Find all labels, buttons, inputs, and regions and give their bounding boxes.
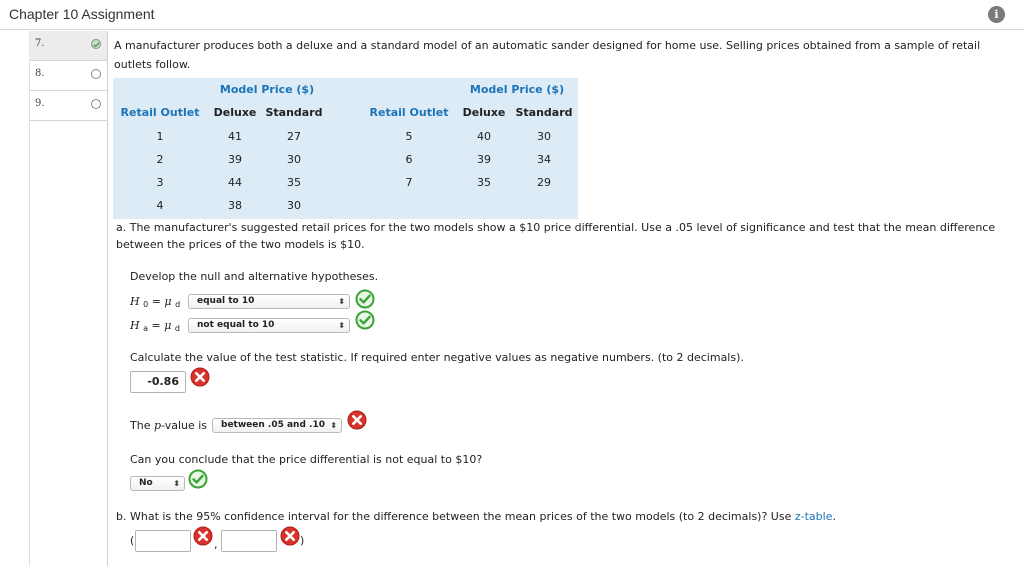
col-deluxe-right: Deluxe: [462, 106, 506, 119]
ci-lower-input[interactable]: [135, 530, 191, 552]
question-intro: A manufacturer produces both a deluxe and a standard model of an automatic sander designed for home use. Selling prices obtained from a sample of retail outlets follow.: [114, 39, 981, 71]
select-arrow-icon: ⬍: [338, 297, 345, 306]
table-cell: 2: [156, 153, 164, 166]
conclusion-select[interactable]: [130, 476, 185, 491]
col-standard-right: Standard: [515, 106, 573, 119]
table-cell: 35: [477, 176, 491, 189]
ha-label: [130, 319, 180, 333]
select-arrow-icon: ⬍: [338, 321, 345, 330]
nav-divider: [107, 31, 108, 566]
incorrect-x-icon: [280, 526, 300, 546]
table-cell: 30: [287, 153, 301, 166]
question-number: 8.: [35, 68, 45, 79]
question-nav-item-8[interactable]: [29, 61, 107, 91]
ci-close-paren: ): [300, 534, 305, 547]
h0-select[interactable]: [188, 294, 350, 309]
conclusion-selected-value: No: [139, 478, 153, 488]
group-header-right: Model Price ($): [469, 83, 565, 96]
incorrect-x-icon: [347, 410, 367, 430]
col-outlet-left: Retail Outlet: [120, 106, 200, 119]
conclusion-prompt: Can you conclude that the price differential is not equal to $10?: [130, 453, 483, 466]
unanswered-status-icon: [91, 99, 101, 109]
col-deluxe-left: Deluxe: [213, 106, 257, 119]
ha-subscript: a: [143, 324, 148, 333]
pvalue-label: [130, 419, 207, 432]
table-cell: 5: [405, 130, 413, 143]
table-cell: 6: [405, 153, 413, 166]
question-nav-item-7[interactable]: [29, 31, 107, 61]
z-table-link[interactable]: z-table: [794, 510, 833, 523]
col-outlet-right: Retail Outlet: [369, 106, 449, 119]
question-nav: [29, 31, 107, 121]
table-cell: 39: [228, 153, 242, 166]
pvalue-prefix: The: [130, 419, 154, 432]
table-cell: 30: [537, 130, 551, 143]
table-cell: 4: [156, 199, 164, 212]
ci-open-paren: (: [130, 534, 135, 547]
ha-mu: μ: [164, 319, 172, 332]
table-cell: 40: [477, 130, 491, 143]
unanswered-status-icon: [91, 69, 101, 79]
correct-check-icon: [355, 310, 375, 330]
correct-check-icon: [355, 289, 375, 309]
ha-select[interactable]: [188, 318, 350, 333]
test-statistic-input[interactable]: -0.86: [130, 371, 186, 393]
table-cell: 30: [287, 199, 301, 212]
question-nav-item-9[interactable]: [29, 91, 107, 121]
h0-selected-value: equal to 10: [197, 296, 255, 306]
pvalue-selected-value: between .05 and .10: [221, 420, 325, 430]
h0-symbol: H: [130, 295, 140, 308]
ha-d: d: [174, 324, 180, 333]
group-header-left: Model Price ($): [219, 83, 315, 96]
table-cell: 7: [405, 176, 413, 189]
h0-mu: μ: [164, 295, 172, 308]
h0-equals: =: [151, 295, 161, 308]
assignment-header: [0, 0, 1024, 30]
price-data-table: [113, 78, 578, 219]
ci-comma: ,: [214, 538, 218, 551]
select-arrow-icon: ⬍: [330, 421, 337, 430]
table-cell: 38: [228, 199, 242, 212]
part-b-question: b. What is the 95% confidence interval for the difference between the mean prices of the two models (to 2 decimals)? Use: [116, 510, 795, 523]
table-cell: 41: [228, 130, 242, 143]
table-cell: 1: [156, 130, 164, 143]
ha-equals: =: [151, 319, 161, 332]
ha-symbol: H: [130, 319, 140, 332]
part-b-text: [116, 510, 836, 523]
table-cell: 3: [156, 176, 164, 189]
incorrect-x-icon: [193, 526, 213, 546]
pvalue-select[interactable]: [212, 418, 342, 433]
part-b-period: .: [832, 510, 836, 523]
info-icon[interactable]: i: [988, 6, 1005, 23]
assignment-title: Chapter 10 Assignment: [9, 6, 155, 22]
question-number: 7.: [35, 38, 45, 49]
table-cell: 39: [477, 153, 491, 166]
table-cell: 29: [537, 176, 551, 189]
select-arrow-icon: ⬍: [173, 479, 180, 488]
pvalue-p: p: [153, 419, 162, 432]
h0-d: d: [175, 300, 181, 309]
ha-selected-value: not equal to 10: [197, 320, 275, 330]
question-number: 9.: [35, 98, 45, 109]
pvalue-suffix: -value is: [161, 419, 208, 432]
incorrect-x-icon: [190, 367, 210, 387]
hypotheses-prompt: Develop the null and alternative hypotheses.: [130, 270, 379, 283]
table-cell: 27: [287, 130, 301, 143]
answered-status-icon: [91, 39, 101, 49]
test-statistic-prompt: Calculate the value of the test statistic. If required enter negative values as negative numbers. (to 2 decimals).: [130, 351, 744, 364]
col-standard-left: Standard: [265, 106, 323, 119]
h0-subscript: 0: [143, 300, 149, 309]
table-cell: 44: [228, 176, 242, 189]
h0-label: [130, 295, 180, 309]
ci-upper-input[interactable]: [221, 530, 277, 552]
correct-check-icon: [188, 469, 208, 489]
table-cell: 35: [287, 176, 301, 189]
part-a-text: a. The manufacturer's suggested retail prices for the two models show a $10 price differential. Use a .05 level of significance and test that the mean difference between the prices of the two models is $10.: [116, 221, 996, 251]
table-cell: 34: [537, 153, 551, 166]
